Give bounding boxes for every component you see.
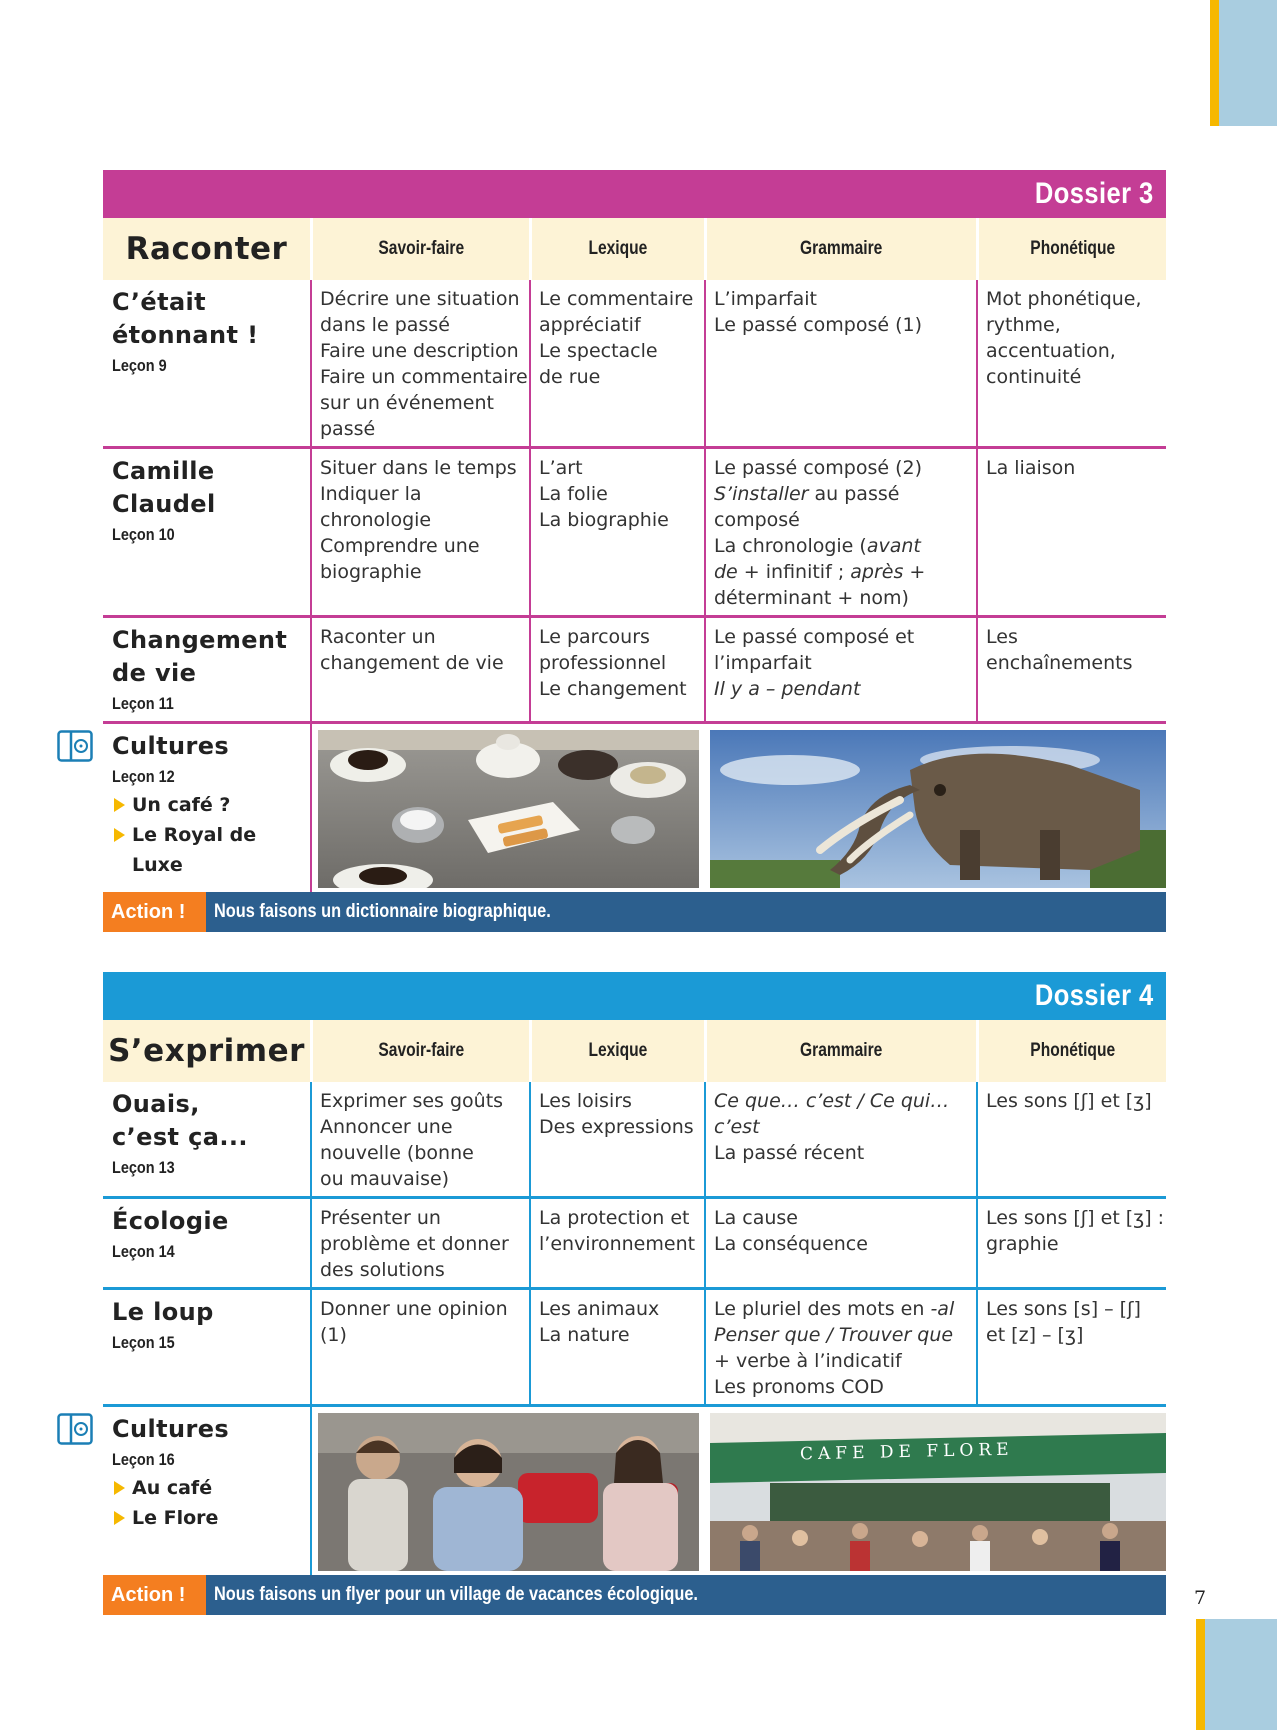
photo-cafe-de-flore-cell [704,1407,1166,1575]
phonetique-cell: Mot phonétique, rythme, accentuation, continuité [976,280,1166,449]
lesson-number: Leçon 9 [112,356,167,375]
lexique-cell: La protection et l’environnement [529,1199,704,1290]
cultures-title-cell [103,1407,310,1575]
cultures-row-12 [103,724,1166,892]
grammaire-cell: Le passé composé (2) S’installer au passé composé La chronologie (avant de + infinitif ; après + déterminant + nom) [704,449,976,618]
lesson-title-cell [103,280,310,449]
lesson-title: de vie [112,659,197,687]
cafe-de-flore-sign: CAFE DE FLORE [799,1439,1014,1465]
col-header-grammaire: Grammaire [704,218,976,280]
grammaire-cell: Le pluriel des mots en -al Penser que / Trouver que + verbe à l’indicatif Les pronoms COD [704,1290,976,1407]
lesson-title: Claudel [112,490,216,518]
phonetique-cell: La liaison [976,449,1166,618]
cultures-row-16 [103,1407,1166,1575]
phonetique-cell: Les sons [ʃ] et [ʒ] : graphie [976,1199,1166,1290]
action-label: Action ! [103,1575,206,1615]
lesson-row-11 [103,618,1166,724]
lesson-row-10 [103,449,1166,618]
cultures-item: Au café [112,1473,304,1503]
photo-cafe-people [318,1413,699,1571]
savoir-faire-cell: Donner une opinion (1) [310,1290,529,1407]
lesson-title: Écologie [112,1207,229,1235]
dossier-4-table [103,1020,1166,1575]
photo-cafe-table-cell [310,724,704,892]
savoir-faire-cell: Décrire une situation dans le passé Faire une description Faire un commentaire sur un événement passé [310,280,529,449]
cultures-item: Un café ? [112,790,304,820]
lexique-cell: Le commentaire appréciatif Le spectacle de rue [529,280,704,449]
dossier-4-theme: S’exprimer [103,1020,310,1082]
dossier-3 [103,170,1166,932]
lesson-title-cell [103,1082,310,1199]
photo-cafe-people-cell [310,1407,704,1575]
lesson-number: Leçon 15 [112,1333,175,1352]
dossier-4-header [103,972,1166,1020]
lexique-cell: Le parcours professionnel Le changement [529,618,704,724]
photo-cafe-de-flore [710,1413,1166,1571]
lesson-number: Leçon 11 [112,694,174,713]
lesson-number: Leçon 12 [112,767,175,786]
dossier-3-column-headers [103,218,1166,280]
grammaire-cell: La cause La conséquence [704,1199,976,1290]
grammaire-cell: L’imparfait Le passé composé (1) [704,280,976,449]
side-tab-top [1210,0,1277,126]
col-header-phonetique: Phonétique [976,218,1166,280]
lesson-row-14 [103,1199,1166,1290]
lesson-title: Camille [112,457,215,485]
action-label: Action ! [103,892,206,932]
lesson-title-cell [103,449,310,618]
col-header-savoir-faire: Savoir-faire [310,1020,529,1082]
dossier-4 [103,972,1166,1615]
grammaire-cell: Ce que… c’est / Ce qui… c’est La passé récent [704,1082,976,1199]
lesson-row-9 [103,280,1166,449]
photo-elephant-cell [704,724,1166,892]
dossier-3-theme: Raconter [103,218,310,280]
lesson-title: Changement [112,626,288,654]
photo-royal-de-luxe-elephant [710,730,1166,888]
lesson-title: étonnant ! [112,321,259,349]
action-text: Nous faisons un dictionnaire biographique. [206,892,1166,932]
grammaire-cell: Le passé composé et l’imparfait Il y a – pendant [704,618,976,724]
cultures-title: Cultures [112,732,230,760]
phonetique-cell: Les sons [ʃ] et [ʒ] [976,1082,1166,1199]
action-bar-dossier-4 [103,1575,1166,1615]
savoir-faire-cell: Situer dans le temps Indiquer la chronologie Comprendre une biographie [310,449,529,618]
lesson-row-15 [103,1290,1166,1407]
photo-cafe-table [318,730,699,888]
dossier-3-table [103,218,1166,892]
lesson-title: Le loup [112,1298,214,1326]
col-header-savoir-faire: Savoir-faire [310,218,529,280]
col-header-lexique: Lexique [529,218,704,280]
lesson-title: c’est ça... [112,1123,248,1151]
side-tab-bottom [1196,1619,1277,1730]
cultures-item: Le Flore [112,1503,304,1533]
savoir-faire-cell: Raconter un changement de vie [310,618,529,724]
dossier-3-title: Dossier 3 [1035,177,1154,210]
lesson-number: Leçon 16 [112,1450,175,1469]
savoir-faire-cell: Exprimer ses goûts Annoncer une nouvelle (bonne ou mauvaise) [310,1082,529,1199]
book-cd-icon [57,1413,93,1445]
lesson-row-13 [103,1082,1166,1199]
phonetique-cell: Les sons [s] – [ʃ] et [z] – [ʒ] [976,1290,1166,1407]
lesson-number: Leçon 14 [112,1242,175,1261]
action-bar-dossier-3 [103,892,1166,932]
dossier-4-title: Dossier 4 [1035,979,1154,1012]
phonetique-cell: Les enchaînements [976,618,1166,724]
lesson-number: Leçon 13 [112,1158,175,1177]
col-header-grammaire: Grammaire [704,1020,976,1082]
lesson-title-cell [103,618,310,724]
lesson-title: C’était [112,288,207,316]
dossier-3-header [103,170,1166,218]
book-cd-icon [57,730,93,762]
savoir-faire-cell: Présenter un problème et donner des solutions [310,1199,529,1290]
page-number: 7 [1194,1587,1207,1609]
lesson-number: Leçon 10 [112,525,175,544]
lesson-title: Ouais, [112,1090,200,1118]
dossier-4-column-headers [103,1020,1166,1082]
col-header-lexique: Lexique [529,1020,704,1082]
lexique-cell: Les animaux La nature [529,1290,704,1407]
cultures-title-cell [103,724,310,892]
lexique-cell: L’art La folie La biographie [529,449,704,618]
lesson-title-cell [103,1199,310,1290]
lexique-cell: Les loisirs Des expressions [529,1082,704,1199]
cultures-title: Cultures [112,1415,230,1443]
cultures-item: Le Royal de Luxe [112,820,304,880]
action-text: Nous faisons un flyer pour un village de vacances écologique. [206,1575,1166,1615]
lesson-title-cell [103,1290,310,1407]
col-header-phonetique: Phonétique [976,1020,1166,1082]
